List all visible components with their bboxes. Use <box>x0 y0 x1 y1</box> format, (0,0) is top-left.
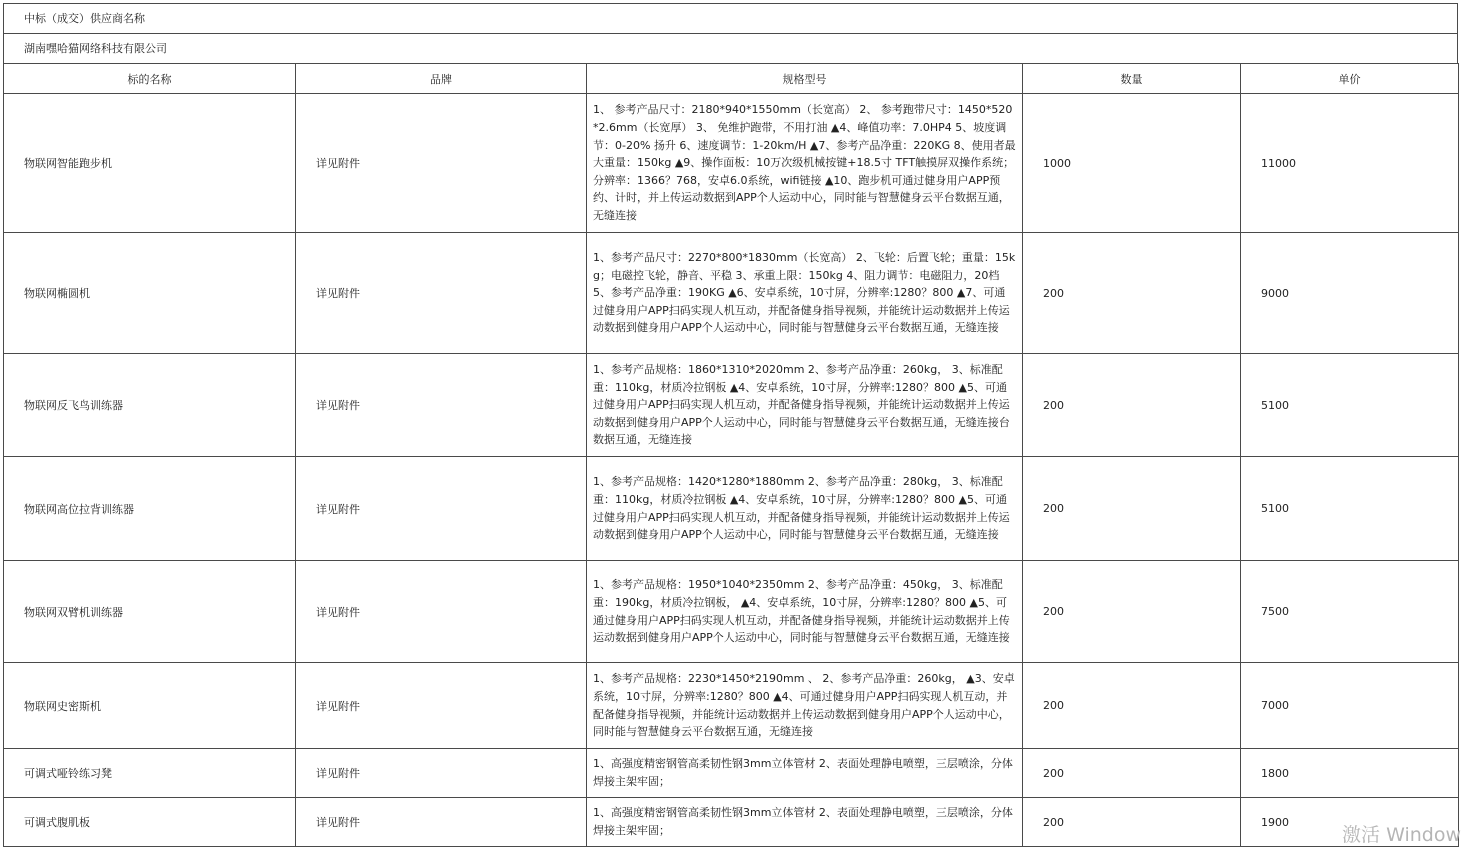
item-price: 5100 <box>1241 354 1459 457</box>
item-brand: 详见附件 <box>296 798 587 847</box>
item-spec: 1、参考产品规格：1950*1040*2350mm 2、参考产品净重：450kg， 3、标准配重：190kg，材质冷拉钢板， ▲4、安卓系统，10寸屏，分辨率:1280？800 ▲5、可通过健身用户APP扫码实现人机互动，并配备健身指导视频，并能统计运动数据并上传运动数据到健身用户APP个人运动中心，同时能与智慧健身云平台数据互通，无缝连接 <box>587 561 1023 663</box>
item-price: 7500 <box>1241 561 1459 663</box>
item-spec: 1、 参考产品尺寸：2180*940*1550mm（长宽高） 2、 参考跑带尺寸：1450*520*2.6mm（长宽厚） 3、 免维护跑带，不用打油 ▲4、峰值功率：7.0HP4 5、坡度调节：0-20% 扬升 6、速度调节：1-20km/H ▲7、参考产品净重：220KG 8、使用者最大重量：150kg ▲9、操作面板：10万次级机械按键+18.5寸 TFT触摸屏双操作系统；分辨率：1366？768，安卓6.0系统，wifi链接 ▲10、跑步机可通过健身用户APP预约、计时，并上传运动数据到APP个人运动中心，同时能与智慧健身云平台数据互通，无缝连接 <box>587 94 1023 233</box>
item-spec: 1、参考产品规格：1420*1280*1880mm 2、参考产品净重：280kg， 3、标准配重：110kg，材质冷拉钢板 ▲4、安卓系统，10寸屏，分辨率:1280？800 ▲5、可通过健身用户APP扫码实现人机互动，并配备健身指导视频，并能统计运动数据并上传运动数据到健身用户APP个人运动中心，同时能与智慧健身云平台数据互通，无缝连接 <box>587 457 1023 561</box>
item-brand: 详见附件 <box>296 561 587 663</box>
item-spec: 1、高强度精密钢管高柔韧性钢3mm立体管材 2、表面处理静电喷塑，三层喷涂，分体焊接主架牢固； <box>587 749 1023 798</box>
table-row <box>4 561 1459 663</box>
column-header-brand: 品牌 <box>296 64 587 94</box>
item-name: 物联网反飞鸟训练器 <box>4 354 296 457</box>
item-qty: 200 <box>1023 663 1241 749</box>
table-row <box>4 354 1459 457</box>
item-price: 9000 <box>1241 233 1459 354</box>
item-brand: 详见附件 <box>296 233 587 354</box>
item-price: 7000 <box>1241 663 1459 749</box>
item-spec: 1、参考产品尺寸：2270*800*1830mm（长宽高） 2、飞轮：后置飞轮；重量：15kg；电磁控飞轮，静音、平稳 3、承重上限：150kg 4、阻力调节：电磁阻力，20档 5、参考产品净重：190KG ▲6、安卓系统，10寸屏，分辨率:1280？800 ▲7、可通过健身用户APP扫码实现人机互动，并配备健身指导视频，并能统计运动数据并上传运动数据到健身用户APP个人运动中心，同时能与智慧健身云平台数据互通，无缝连接 <box>587 233 1023 354</box>
item-qty: 200 <box>1023 798 1241 847</box>
item-qty: 200 <box>1023 457 1241 561</box>
item-name: 物联网椭圆机 <box>4 233 296 354</box>
item-spec: 1、参考产品规格：2230*1450*2190mm 、 2、参考产品净重：260kg， ▲3、安卓系统，10寸屏，分辨率:1280？800 ▲4、可通过健身用户APP扫码实现人机互动，并配备健身指导视频，并能统计运动数据并上传运动数据到健身用户APP个人运动中心，同时能与智慧健身云平台数据互通，无缝连接 <box>587 663 1023 749</box>
item-brand: 详见附件 <box>296 663 587 749</box>
table-row <box>4 663 1459 749</box>
item-name: 可调式腹肌板 <box>4 798 296 847</box>
column-header-qty: 数量 <box>1023 64 1241 94</box>
item-price: 5100 <box>1241 457 1459 561</box>
item-qty: 200 <box>1023 561 1241 663</box>
table-row <box>4 798 1459 847</box>
bid-result-document <box>3 3 1458 847</box>
table-row <box>4 457 1459 561</box>
item-qty: 200 <box>1023 749 1241 798</box>
table-row <box>4 94 1459 233</box>
item-brand: 详见附件 <box>296 457 587 561</box>
column-header-price: 单价 <box>1241 64 1459 94</box>
item-qty: 200 <box>1023 354 1241 457</box>
item-price: 1900 <box>1241 798 1459 847</box>
supplier-label: 中标（成交）供应商名称 <box>3 3 1458 33</box>
item-price: 1800 <box>1241 749 1459 798</box>
column-header-spec: 规格型号 <box>587 64 1023 94</box>
items-table <box>3 63 1459 847</box>
item-name: 物联网双臂机训练器 <box>4 561 296 663</box>
column-header-name: 标的名称 <box>4 64 296 94</box>
table-row <box>4 233 1459 354</box>
item-spec: 1、参考产品规格：1860*1310*2020mm 2、参考产品净重：260kg， 3、标准配重：110kg，材质冷拉钢板 ▲4、安卓系统，10寸屏，分辨率:1280？800 ▲5、可通过健身用户APP扫码实现人机互动，并配备健身指导视频，并能统计运动数据并上传运动数据到健身用户APP个人运动中心，同时能与智慧健身云平台数据互通，无缝连接台数据互通，无缝连接 <box>587 354 1023 457</box>
item-name: 物联网智能跑步机 <box>4 94 296 233</box>
item-name: 可调式哑铃练习凳 <box>4 749 296 798</box>
item-name: 物联网史密斯机 <box>4 663 296 749</box>
activation-watermark: 激活 Window <box>1342 824 1461 846</box>
item-qty: 200 <box>1023 233 1241 354</box>
item-price: 11000 <box>1241 94 1459 233</box>
item-name: 物联网高位拉背训练器 <box>4 457 296 561</box>
item-spec: 1、高强度精密钢管高柔韧性钢3mm立体管材 2、表面处理静电喷塑，三层喷涂，分体焊接主架牢固； <box>587 798 1023 847</box>
item-brand: 详见附件 <box>296 354 587 457</box>
supplier-name: 湖南嘿哈猫网络科技有限公司 <box>3 33 1458 63</box>
table-row <box>4 749 1459 798</box>
table-header-row <box>4 64 1459 94</box>
item-brand: 详见附件 <box>296 94 587 233</box>
item-brand: 详见附件 <box>296 749 587 798</box>
item-qty: 1000 <box>1023 94 1241 233</box>
